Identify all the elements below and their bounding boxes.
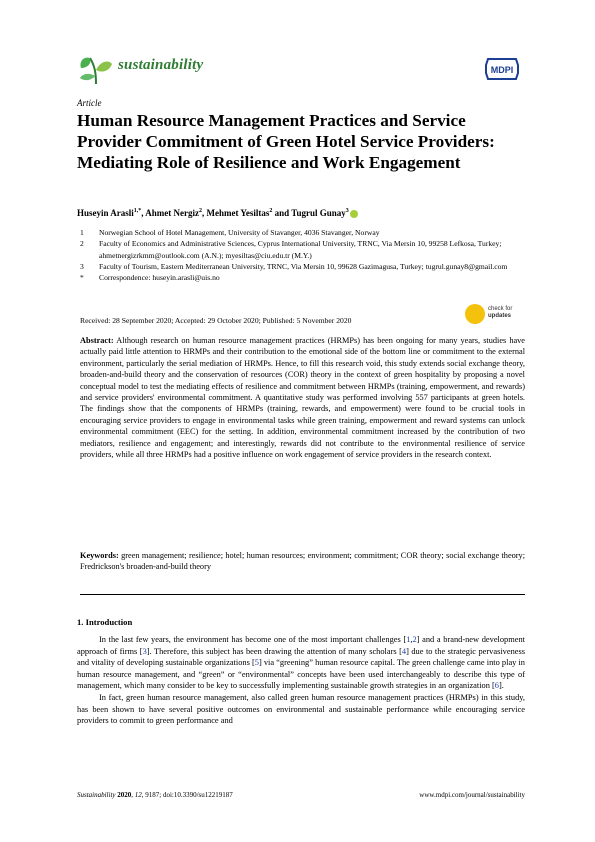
section-divider <box>80 594 525 595</box>
text-run: ] due to the strategic pervasiveness and vitality of developing sustainable organizations [ <box>77 646 525 668</box>
citation-link[interactable]: 5 <box>254 658 259 668</box>
journal-name: sustainability <box>118 57 204 73</box>
author-sep: and <box>272 208 292 218</box>
affiliation-item <box>80 227 525 238</box>
affiliation-text: Faculty of Economics and Administrative Sciences, Cyprus International University, TRNC, Via Mersin 10, 99258 Lefkosa, Turkey; ahmetnergizrkmm@outlook.com (A.N.); myesiltas@ciu.edu.tr (M.Y.) <box>99 239 502 260</box>
footer-volume: 12 <box>134 791 142 799</box>
text-run: ]. <box>498 681 504 691</box>
text-run: , <box>410 635 413 644</box>
author-affil-mark: 1,* <box>133 208 142 214</box>
affiliation-mark: 3 <box>80 261 84 271</box>
affiliation-text: Faculty of Tourism, Eastern Mediterranean University, TRNC, Via Mersin 10, 99628 Gazimagusa, Turkey; tugrul.gunay8@gmail.com <box>99 261 508 271</box>
text-run: ] via “greening” human resource capital. The green challenge came into play in human resource management, and “green” or “environmental” concepts have been used interchangeably to describe this type of management, which many consider to be key to successfully implementing sustainable growth strategies in an organization [ <box>77 658 525 691</box>
author-sep: , <box>202 208 207 218</box>
text-run: ] and a brand-new development approach of firms [ <box>77 635 525 656</box>
keywords <box>80 550 525 573</box>
section-heading: 1. Introduction <box>77 617 133 627</box>
keywords-label: Keywords: <box>80 551 119 560</box>
journal-logo-icon <box>77 50 115 86</box>
author-name: Huseyin Arasli <box>77 208 134 218</box>
mdpi-logo-icon <box>484 57 520 81</box>
author-name: Tugrul Gunay <box>291 208 346 218</box>
check-updates-text <box>488 306 512 320</box>
check-updates-icon <box>465 304 485 324</box>
abstract-text: Although research on human resource management practices (HRMPs) has been ongoing for many years, studies have actually paid little attention to HRMPs and their contribution to the emotional side of the bottom line or commitment to the external environment, particularly the serial mediation of HRMPs. Hence, to fill this research void, this study extends social exchange theory, broaden-and-build theory and the conservation of resources (COR) theory in the context of green hospitality by proposing a novel conceptual model to test the mediating effects of resilience and commitment between HRMPs (training, empowerment, and rewards) and service providers' environmental commitment. A quantitative study was performed involving 557 participants at green hotels. The findings show that the components of HRMPs (training, rewards, and empowerment) were found to be crucial tools in encouraging service providers to engage in environmental tasks while green training, empowerment and reward systems can unlock environmental commitment (EEC) for the setting. In addition, environmental commitment increased by the contribution of two mediators, resilience and engagement; and interestingly, rewards did not contribute to the environmental resilience of service providers, while all three HRMPs had a positive influence on work engagement of service providers in the research context. <box>80 336 525 460</box>
citation-link[interactable]: 3 <box>142 646 147 656</box>
intro-paragraph-2: In fact, green human resource management, also called green human resource management practices (HRMPs) in this study, has been shown to have several positive outcomes on environmental and sustainable performance while encouraging service providers to commit to green performance and <box>77 692 525 726</box>
check-updates-line1: check for <box>488 306 513 312</box>
mdpi-logo-text: MDPI <box>490 65 514 75</box>
author-affil-mark: 2 <box>269 208 273 214</box>
footer-year: 2020 <box>117 791 132 799</box>
author-affil-mark: 3 <box>345 208 349 214</box>
affiliation-text: Norwegian School of Hotel Management, University of Stavanger, 4036 Stavanger, Norway <box>99 228 380 237</box>
citation-link[interactable]: 6 <box>494 681 499 691</box>
author-list <box>77 208 358 218</box>
citation-link[interactable]: 4 <box>401 646 407 656</box>
text-run: In the last few years, the environment has become one of the most important challenges [ <box>99 635 407 644</box>
introduction-body <box>77 634 525 727</box>
article-type: Article <box>77 98 102 108</box>
affiliation-item <box>80 238 525 261</box>
author-name: Mehmet Yesiltas <box>206 208 270 218</box>
correspondence-text: Correspondence: huseyin.arasli@uis.no <box>99 273 220 283</box>
check-updates-line2: updates <box>488 313 512 319</box>
check-for-updates-badge[interactable] <box>465 304 525 326</box>
citation-link[interactable]: 1 <box>406 635 411 644</box>
footer-journal: Sustainability <box>77 791 116 799</box>
footer-doi: , 9187; doi:10.3390/su12219187 <box>141 791 233 799</box>
affiliation-item <box>80 261 525 272</box>
text-run: ]. Therefore, this subject has been drawing the attention of many scholars [ <box>146 646 402 656</box>
affiliation-mark: 2 <box>80 239 84 249</box>
author-sep: , <box>141 208 146 218</box>
affiliation-mark: 1 <box>80 228 84 237</box>
correspondence-item <box>80 272 525 283</box>
intro-paragraph-1 <box>77 634 525 692</box>
affiliation-mark: * <box>80 273 84 283</box>
orcid-icon[interactable] <box>350 210 358 218</box>
footer-citation: Sustainability 2020, 12, 9187; doi:10.3390/su12219187 <box>77 791 233 799</box>
paper-title: Human Resource Management Practices and Service Provider Commitment of Green Hotel Service Providers: Mediating Role of Resilience and Work Engagement <box>77 111 495 172</box>
keywords-text: green management; resilience; hotel; human resources; environment; commitment; COR theory; social exchange theory; Fredrickson's broaden-and-build theory <box>80 551 525 572</box>
abstract-label: Abstract: <box>80 336 114 345</box>
abstract <box>80 335 525 460</box>
affiliations <box>80 227 525 283</box>
author-name: Ahmet Nergiz <box>145 208 200 218</box>
footer-journal-url[interactable]: www.mdpi.com/journal/sustainability <box>419 791 525 799</box>
publication-dates: Received: 28 September 2020; Accepted: 29 October 2020; Published: 5 November 2020 <box>80 316 352 325</box>
citation-link[interactable]: 2 <box>412 635 417 644</box>
author-affil-mark: 2 <box>199 208 203 214</box>
